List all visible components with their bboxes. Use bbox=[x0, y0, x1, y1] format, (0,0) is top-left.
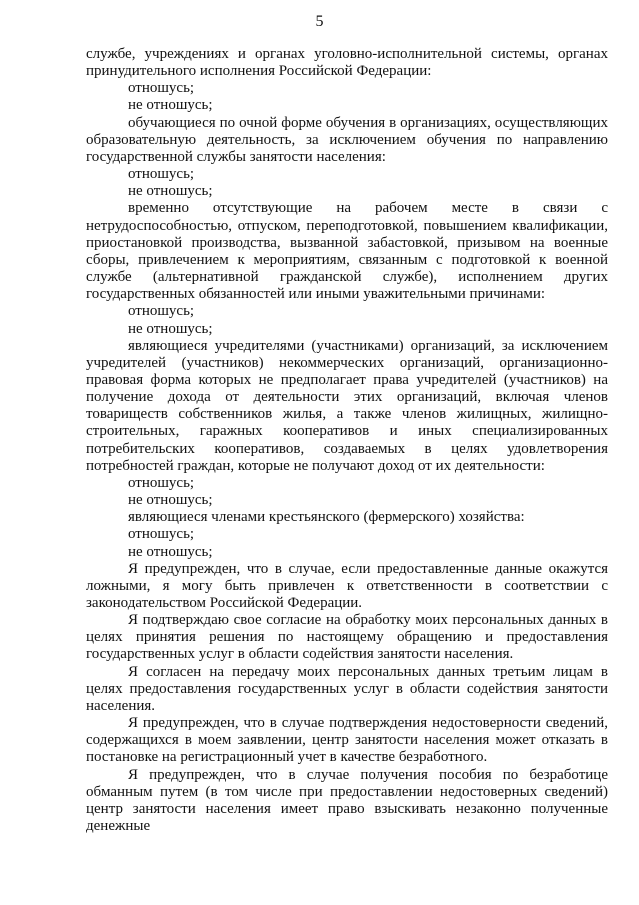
category-temporarily-absent: временно отсутствующие на рабочем месте в связи с нетрудоспособностью, отпуском, переподготовкой, повышением квалификации, приостановкой производства, вызванной забастовкой, призывом на военные сборы, привлечением к мероприятиям, связанным с подготовкой к военной службе (альтернативной гражданской службе), исполнением других государственных обязанностей или иными уважительными причинами: bbox=[86, 200, 608, 303]
option-relate: отношусь; bbox=[128, 303, 195, 320]
option-not-relate: не отношусь; bbox=[128, 543, 213, 560]
page-number: 5 bbox=[315, 13, 324, 30]
statement-third-party-transfer: Я согласен на передачу моих персональных данных третьим лицам в целях предоставления государственных услуг в области содействия занятости населения. bbox=[86, 663, 608, 714]
statement-false-data-warning: Я предупрежден, что в случае, если предоставленные данные окажутся ложными, я могу быть привлечен к ответственности в соответствии с законодательством Российской Федерации. bbox=[86, 560, 608, 611]
statement-data-processing-consent: Я подтверждаю свое согласие на обработку моих персональных данных в целях принятия решения по настоящему обращению и предоставления государственных услуг в области содействия занятости населения. bbox=[86, 612, 608, 663]
statement-registration-refusal-warning: Я предупрежден, что в случае подтверждения недостоверности сведений, содержащихся в моем заявлении, центр занятости населения может отказать в постановке на регистрационный учет в качестве безработного. bbox=[86, 715, 608, 766]
paragraph-continuation: службе, учреждениях и органах уголовно-исполнительной системы, органах принудительного исполнения Российской Федерации: bbox=[86, 46, 608, 80]
option-not-relate: не отношусь; bbox=[128, 97, 213, 114]
option-relate: отношусь; bbox=[128, 474, 195, 491]
option-relate: отношусь; bbox=[128, 80, 195, 97]
option-not-relate: не отношусь; bbox=[128, 492, 213, 509]
document-body bbox=[86, 46, 608, 835]
option-relate: отношусь; bbox=[128, 166, 195, 183]
option-relate: отношусь; bbox=[128, 526, 195, 543]
category-full-time-students: обучающиеся по очной форме обучения в организациях, осуществляющих образовательную деятельность, за исключением обучения по направлению государственной службы занятости населения: bbox=[86, 114, 608, 165]
statement-benefit-recovery-warning: Я предупрежден, что в случае получения пособия по безработице обманным путем (в том числе при предоставлении недостоверных сведений) центр занятости населения имеет право взыскивать незаконно полученные денежные bbox=[86, 766, 608, 835]
option-not-relate: не отношусь; bbox=[128, 183, 213, 200]
category-founders: являющиеся учредителями (участниками) организаций, за исключением учредителей (участников) некоммерческих организаций, организационно-правовая форма которых не предполагает права учредителей (участников) на получение дохода от деятельности этих организаций, включая членов товариществ собственников жилья, а также членов жилищных, жилищно-строительных, гаражных кооперативов и иных специализированных потребительских кооперативов, создаваемых в целях удовлетворения потребностей граждан, которые не получают доход от их деятельности: bbox=[86, 337, 608, 474]
option-not-relate: не отношусь; bbox=[128, 320, 213, 337]
category-farm-members: являющиеся членами крестьянского (фермерского) хозяйства: bbox=[128, 509, 525, 526]
